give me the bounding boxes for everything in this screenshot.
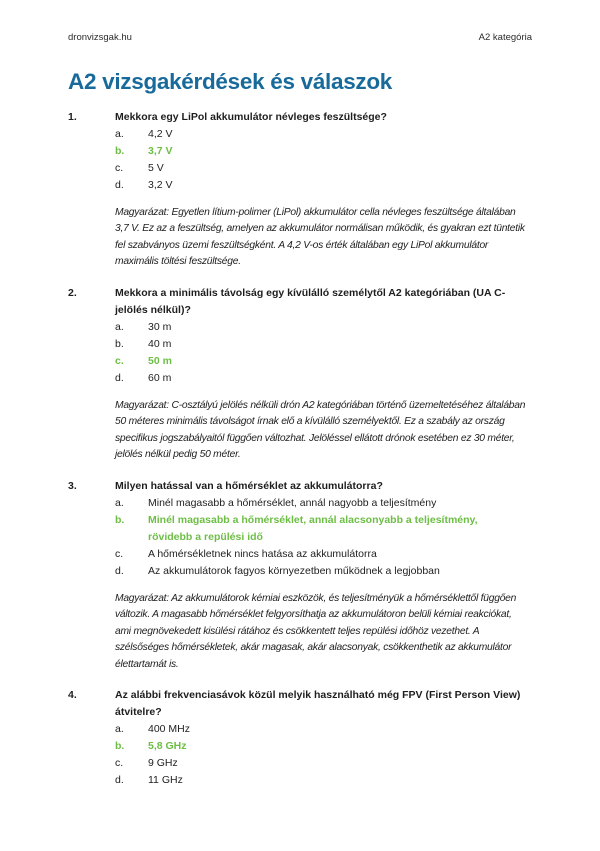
answer-option	[115, 755, 532, 772]
option-letter: a.	[115, 723, 124, 736]
option-letter: a.	[115, 496, 124, 509]
header-site-text: dronvizsgak.hu	[68, 32, 132, 43]
option-text: Minél magasabb a hőmérséklet, annál nagyobb a teljesítmény	[148, 496, 437, 509]
option-text: 40 m	[148, 337, 172, 350]
answer-option	[115, 772, 532, 789]
question-head	[68, 109, 532, 126]
option-letter: d.	[115, 371, 124, 384]
answer-option	[115, 563, 532, 580]
question-text: Mekkora a minimális távolság egy kívülálló személytől A2 kategóriában (UA C-jelölés nélkül)?	[115, 286, 506, 316]
option-text: 50 m	[148, 354, 172, 367]
answer-option	[115, 177, 532, 194]
questions-list	[68, 109, 532, 790]
option-letter: d.	[115, 178, 124, 191]
explanation-text: Magyarázat: Az akkumulátorok kémiai eszközök, és teljesítményük a hőmérséklettől függően változik. A magasabb hőmérséklet felgyorsíthatja az akkumulátoron belüli kémiai reakciókat, ami megnövekedett kisülési rátához és csökkentett teljes repülési időhöz vezethet. A szélsőséges hőmérsékletek, akár magasak, akár alacsonyak, csökkenthetik az akkumulátor élettartamát is.	[115, 592, 517, 670]
page-title: A2 vizsgakérdések és válaszok	[68, 69, 393, 94]
option-text: Az akkumulátorok fagyos környezetben működnek a legjobban	[148, 564, 440, 577]
option-text: 400 MHz	[148, 723, 191, 736]
option-text: A hőmérsékletnek nincs hatása az akkumulátorra	[148, 547, 377, 560]
explanation-text: Magyarázat: Egyetlen lítium-polimer (LiPol) akkumulátor cella névleges feszültsége általában 3,7 V. Ez az a feszültség, amelyen az akkumulátor normálisan működik, és gyakran ezt tüntetik fel szabványos üzemi feszültségként. A 4,2 V-os érték általában egy LiPol akkumulátor maximális töltési feszültsége.	[115, 206, 525, 268]
answer-option	[115, 353, 532, 370]
question-text: Mekkora egy LiPol akkumulátor névleges feszültsége?	[115, 110, 387, 123]
option-text: 5 V	[148, 161, 164, 174]
option-text: 5,8 GHz	[148, 740, 187, 753]
option-letter: a.	[115, 127, 124, 140]
answer-option	[115, 126, 532, 143]
explanation-text: Magyarázat: C-osztályú jelölés nélküli drón A2 kategóriában történő üzemeltetéséhez általában 50 méteres minimális távolságot írnak elő a kívülálló személyektől. Ez a szabály az ország specifikus jogszabályaitól függően változhat. Jelöléssel ellátott drónok esetében ez 30 méter, jelölés nélkül pedig 50 méter.	[115, 399, 526, 461]
question-number: 2.	[68, 286, 77, 299]
answer-option	[115, 319, 532, 336]
answer-option	[115, 143, 532, 160]
option-text: 9 GHz	[148, 757, 178, 770]
option-letter: c.	[115, 161, 124, 174]
option-letter: b.	[115, 740, 125, 753]
option-letter: a.	[115, 320, 124, 333]
option-text: 3,7 V	[148, 144, 173, 157]
options-list	[115, 495, 532, 580]
question-text: Az alábbi frekvenciasávok közül melyik használható még FPV (First Person View) átvitelre?	[115, 689, 521, 719]
header-category-text: A2 kategória	[478, 32, 532, 43]
question-head	[68, 285, 532, 319]
question-block	[68, 109, 532, 271]
options-list	[115, 319, 532, 387]
option-text: Minél magasabb a hőmérséklet, annál alacsonyabb a teljesítmény, rövidebb a repülési idő	[148, 513, 478, 543]
option-letter: b.	[115, 337, 124, 350]
option-text: 3,2 V	[148, 178, 173, 191]
option-letter: d.	[115, 564, 124, 577]
question-block	[68, 285, 532, 464]
option-letter: b.	[115, 513, 125, 526]
answer-option	[115, 160, 532, 177]
answer-option	[115, 546, 532, 563]
options-list	[115, 721, 532, 789]
answer-option	[115, 512, 532, 546]
option-letter: b.	[115, 144, 125, 157]
option-letter: c.	[115, 757, 124, 770]
option-letter: d.	[115, 774, 124, 787]
option-letter: c.	[115, 547, 124, 560]
question-head	[68, 687, 532, 721]
answer-option	[115, 495, 532, 512]
options-list	[115, 126, 532, 194]
answer-option	[115, 738, 532, 755]
question-block	[68, 478, 532, 674]
question-block	[68, 687, 532, 789]
option-text: 11 GHz	[148, 774, 183, 787]
option-letter: c.	[115, 354, 124, 367]
option-text: 4,2 V	[148, 127, 173, 140]
question-head	[68, 478, 532, 495]
option-text: 60 m	[148, 371, 172, 384]
document-header	[68, 32, 532, 43]
answer-option	[115, 370, 532, 387]
question-number: 3.	[68, 479, 77, 492]
option-text: 30 m	[148, 320, 172, 333]
answer-option	[115, 336, 532, 353]
question-number: 1.	[68, 110, 77, 123]
question-number: 4.	[68, 689, 77, 702]
answer-option	[115, 721, 532, 738]
question-text: Milyen hatással van a hőmérséklet az akkumulátorra?	[115, 479, 383, 492]
